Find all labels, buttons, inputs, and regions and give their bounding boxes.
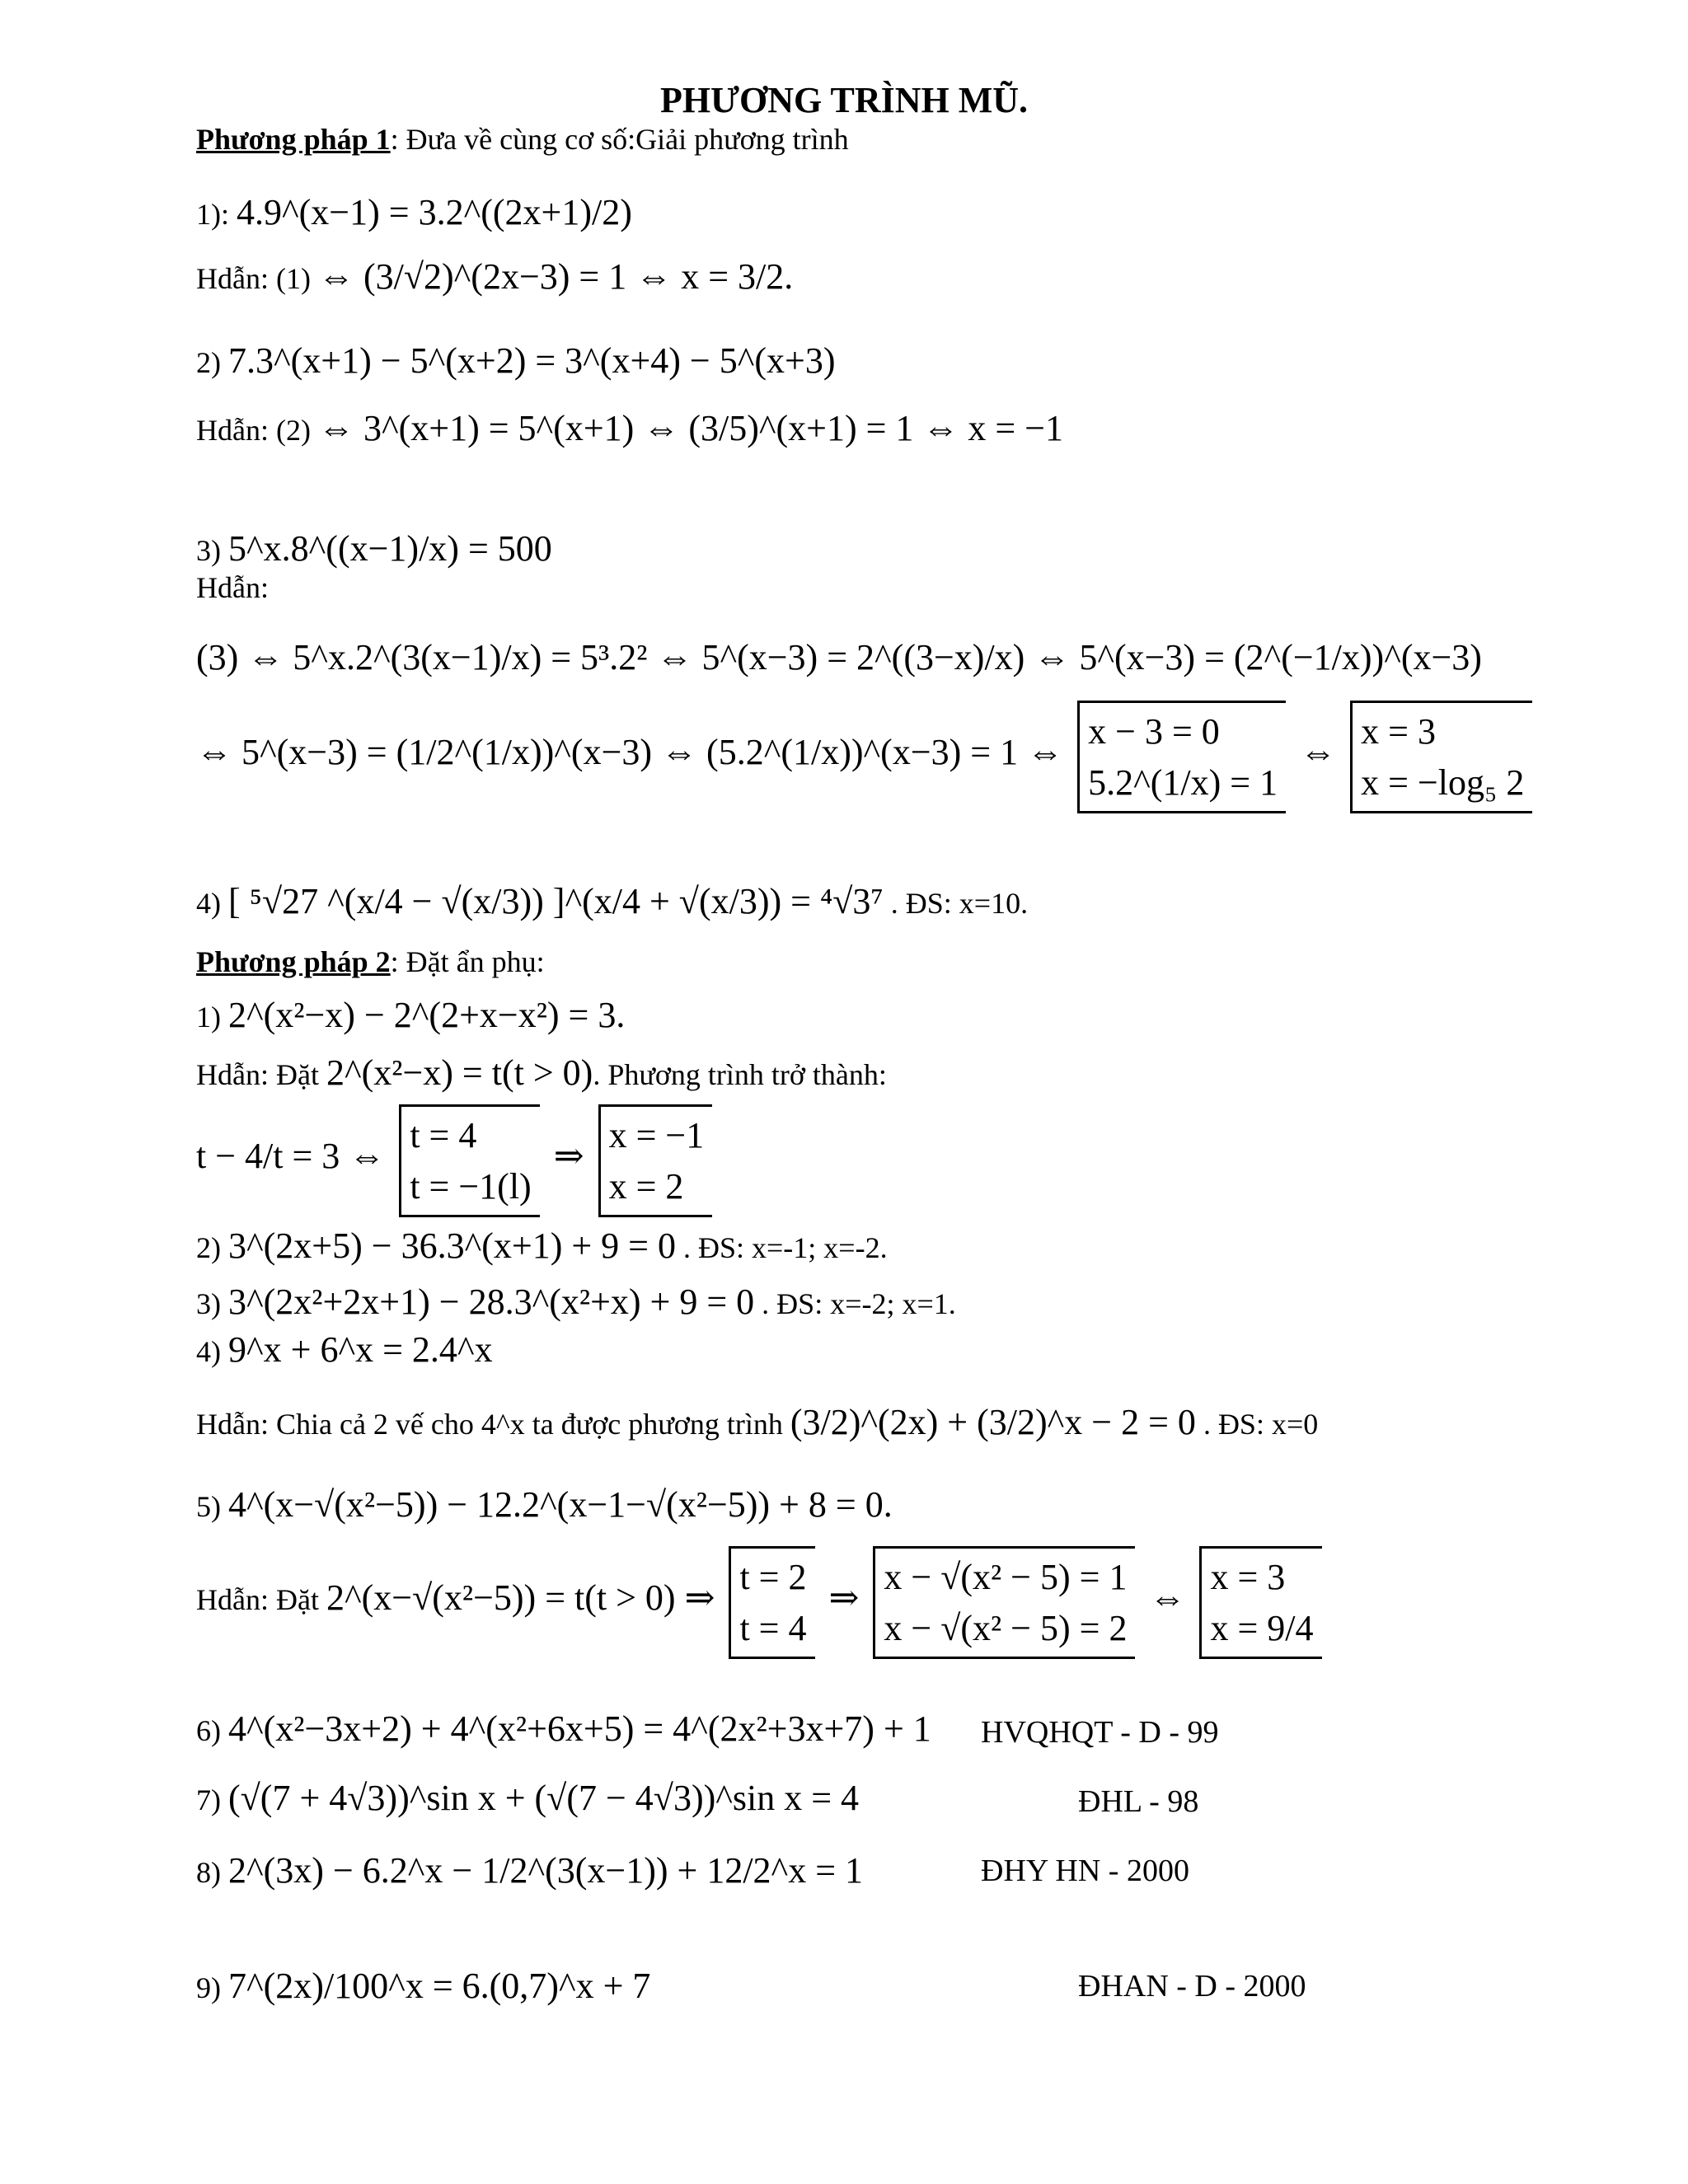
- m1-h3-case1: x − 3 = 0: [1088, 711, 1220, 752]
- m2-h5-t2: t = 4: [739, 1607, 807, 1648]
- m2-h5-e-brace: [873, 1546, 1135, 1659]
- m1-h1-label: Hdẫn: (1): [196, 262, 311, 295]
- m2-p5-equation: 4^(x−√(x²−5)) − 12.2^(x−1−√(x²−5)) + 8 = 0.: [228, 1484, 893, 1525]
- m1-h3-result1: x = 3: [1361, 711, 1436, 752]
- m1-p2-label: 2): [196, 346, 221, 379]
- m2-problem-8: [196, 1849, 863, 1891]
- page-title: PHƯƠNG TRÌNH MŨ.: [659, 80, 1029, 120]
- m1-p4-equation: [ ⁵√27 ^(x/4 − √(x/3)) ]^(x/4 + √(x/3)) = ⁴√3⁷: [228, 881, 884, 921]
- m1-hint-3-label: Hdẫn:: [196, 571, 269, 604]
- m1-hint-1: [196, 255, 793, 298]
- m2-h5-t-brace: [729, 1546, 814, 1659]
- m2-hint-1: [196, 1052, 887, 1094]
- m1-problem-1: [196, 191, 632, 233]
- m1-p4-label: 4): [196, 887, 221, 920]
- m1-h3-case2: 5.2^(1/x) = 1: [1088, 762, 1278, 803]
- m1-h3-equiv-symbol: ⇔: [1300, 731, 1337, 772]
- m2-problem-3: [196, 1281, 956, 1323]
- m2-problem-9: [196, 1965, 650, 2007]
- m2-p6-label: 6): [196, 1714, 221, 1747]
- m2-problem-2: [196, 1225, 888, 1267]
- m2-h5-t1: t = 2: [739, 1557, 807, 1597]
- m2-h1-substitution: 2^(x²−x) = t(t > 0): [326, 1052, 593, 1093]
- m2-p1-label: 1): [196, 1001, 221, 1033]
- m2-p5-label: 5): [196, 1490, 221, 1523]
- m2-h4-text: Hdẫn: Chia cả 2 vế cho 4^x ta được phương trình: [196, 1408, 783, 1441]
- m2-p7-equation: (√(7 + 4√3))^sin x + (√(7 − 4√3))^sin x = 4: [228, 1778, 860, 1818]
- m1-hint-3-step1: [196, 636, 1482, 678]
- m2-h5-x-brace: [1199, 1546, 1321, 1659]
- m2-p6-source: HVQHQT - D - 99: [981, 1715, 1219, 1750]
- m2-p7-label: 7): [196, 1783, 221, 1816]
- m1-p3-label: 3): [196, 534, 221, 567]
- m2-p8-source: ĐHY HN - 2000: [981, 1854, 1189, 1888]
- m1-h2-label: Hdẫn: (2): [196, 414, 311, 447]
- m2-p7-source: ĐHL - 98: [1078, 1784, 1199, 1819]
- m2-h1-x-brace: [598, 1104, 713, 1217]
- m1-h3-step2-equation: ⇔ 5^(x−3) = (1/2^(1/x))^(x−3) ⇔ (5.2^(1/x))^(x−3) = 1 ⇔: [196, 731, 1064, 772]
- m1-h3-result2: x = −log₅ 2: [1361, 762, 1525, 803]
- m2-problem-5: [196, 1483, 893, 1526]
- m2-h5-label: Hdẫn: Đặt: [196, 1582, 319, 1616]
- method2-heading: [196, 944, 545, 979]
- m2-p2-label: 2): [196, 1231, 221, 1264]
- m1-p1-equation: 4.9^(x−1) = 3.2^((2x+1)/2): [237, 192, 632, 232]
- m2-h1-text: . Phương trình trở thành:: [593, 1058, 887, 1091]
- m2-hint-4: [196, 1401, 1318, 1443]
- m2-h5-implies-symbol: ⇒: [828, 1577, 860, 1618]
- m1-p2-equation: 7.3^(x+1) − 5^(x+2) = 3^(x+4) − 5^(x+3): [228, 340, 836, 381]
- m1-h3-result-brace: [1350, 701, 1532, 813]
- m2-hint-1-solution: [196, 1104, 719, 1217]
- m2-problem-7: [196, 1777, 859, 1819]
- m2-p2-equation: 3^(2x+5) − 36.3^(x+1) + 9 = 0: [228, 1226, 676, 1266]
- m2-problem-1: [196, 994, 625, 1036]
- m2-p1-equation: 2^(x²−x) − 2^(2+x−x²) = 3.: [228, 995, 626, 1035]
- m1-h3-step1-equation: (3) ⇔ 5^x.2^(3(x−1)/x) = 5³.2² ⇔ 5^(x−3) = 2^((3−x)/x) ⇔ 5^(x−3) = (2^(−1/x))^(x−3): [196, 637, 1482, 677]
- m2-h5-substitution: 2^(x−√(x²−5)) = t(t > 0) ⇒: [326, 1577, 715, 1618]
- m2-h1-x2: x = 2: [608, 1165, 684, 1207]
- m2-h5-e2: x − √(x² − 5) = 2: [884, 1607, 1128, 1648]
- m2-p3-label: 3): [196, 1287, 221, 1320]
- m1-p3-equation: 5^x.8^((x−1)/x) = 500: [228, 528, 552, 569]
- m1-problem-4: [196, 880, 1028, 922]
- m2-h1-step: t − 4/t = 3 ⇔: [196, 1135, 386, 1176]
- m2-h1-implies-symbol: ⇒: [553, 1135, 584, 1176]
- m1-h3-case-brace: [1077, 701, 1286, 813]
- m1-p4-answer: . ĐS: x=10.: [890, 887, 1029, 920]
- m2-h1-t-brace: [399, 1104, 539, 1217]
- m2-h1-t1: t = 4: [410, 1115, 477, 1155]
- m2-problem-6: [196, 1708, 931, 1750]
- method1-heading-text: : Đưa về cùng cơ số:Giải phương trình: [390, 123, 849, 156]
- m2-p2-answer: . ĐS: x=-1; x=-2.: [682, 1231, 888, 1264]
- m2-h5-equiv-symbol: ⇔: [1149, 1577, 1186, 1618]
- m2-hint-5: [196, 1546, 1329, 1659]
- m1-h1-equation: ⇔ (3/√2)^(2x−3) = 1 ⇔ x = 3/2.: [317, 256, 794, 297]
- m1-h2-equation: ⇔ 3^(x+1) = 5^(x+1) ⇔ (3/5)^(x+1) = 1 ⇔ x = −1: [317, 408, 1064, 448]
- m2-p3-answer: . ĐS: x=-2; x=1.: [762, 1287, 956, 1320]
- m2-h5-x1: x = 3: [1210, 1557, 1286, 1597]
- m2-p8-equation: 2^(3x) − 6.2^x − 1/2^(3(x−1)) + 12/2^x = 1: [228, 1850, 864, 1891]
- m1-hint-2: [196, 407, 1063, 449]
- m2-h4-equation: (3/2)^(2x) + (3/2)^x − 2 = 0: [790, 1402, 1196, 1442]
- m2-h5-e1: x − √(x² − 5) = 1: [884, 1557, 1128, 1597]
- m2-p4-label: 4): [196, 1335, 221, 1368]
- method2-heading-label: Phương pháp 2: [196, 945, 391, 978]
- m1-problem-3: [196, 527, 552, 569]
- m2-p9-label: 9): [196, 1971, 221, 2004]
- m2-h1-label: Hdẫn: Đặt: [196, 1058, 319, 1091]
- m2-h5-x2: x = 9/4: [1210, 1607, 1314, 1648]
- m1-hint-3-step2: [196, 701, 1539, 813]
- m2-p3-equation: 3^(2x²+2x+1) − 28.3^(x²+x) + 9 = 0: [228, 1282, 755, 1322]
- m2-p9-equation: 7^(2x)/100^x = 6.(0,7)^x + 7: [228, 1966, 651, 2006]
- m1-p1-label: 1):: [196, 198, 229, 231]
- method1-heading: [196, 122, 849, 157]
- m2-h1-t2: t = −1(l): [410, 1165, 532, 1207]
- m2-p4-answer: . ĐS: x=0: [1203, 1408, 1319, 1441]
- m2-p8-label: 8): [196, 1856, 221, 1889]
- m2-p6-equation: 4^(x²−3x+2) + 4^(x²+6x+5) = 4^(2x²+3x+7) + 1: [228, 1708, 931, 1749]
- method2-heading-text: : Đặt ẩn phụ:: [390, 945, 545, 978]
- method1-heading-label: Phương pháp 1: [196, 123, 391, 156]
- m2-p4-equation: 9^x + 6^x = 2.4^x: [228, 1329, 493, 1370]
- m2-problem-4: [196, 1329, 493, 1371]
- m1-problem-2: [196, 340, 836, 382]
- m2-h1-x1: x = −1: [608, 1115, 705, 1155]
- m2-p9-source: ĐHAN - D - 2000: [1078, 1969, 1306, 2004]
